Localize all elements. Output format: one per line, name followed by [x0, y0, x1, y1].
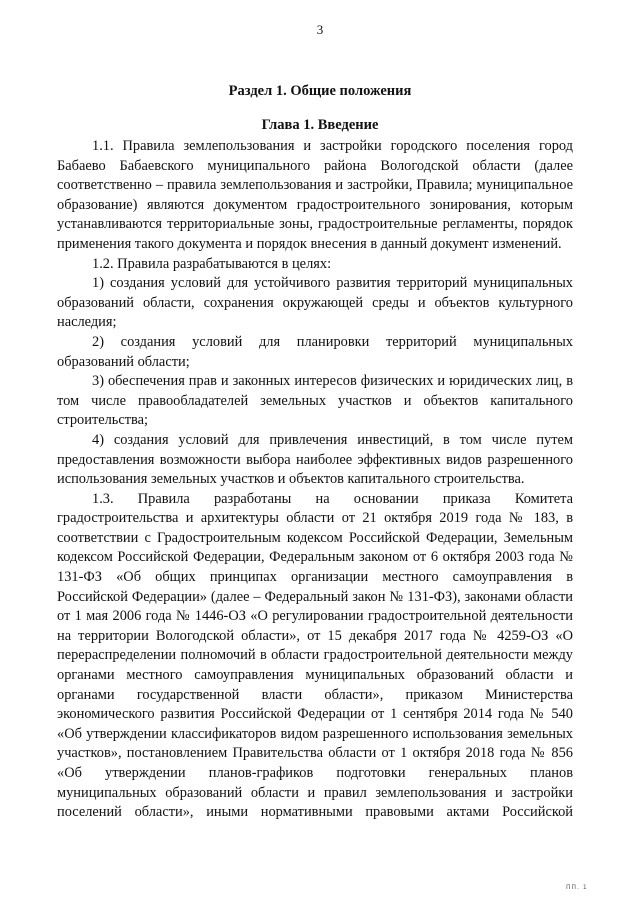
page-number: 3 [316, 22, 324, 37]
list-item-2: 2) создания условий для планировки территорий муниципальных образований области; [57, 333, 573, 370]
list-item-3: 3) обеспечения прав и законных интересов физических и юридических лиц, в том числе правообладателей земельных участков и объектов капитального строительства; [57, 373, 573, 429]
paragraph-1-2: 1.2. Правила разрабатываются в целях: [92, 255, 332, 272]
paragraph-1-3: 1.3. Правила разработаны на основании приказа Комитета градостроительства и архитектуры области от 21 октября 2019 года № 183, в соответствии с Градостроительным кодексом Российской Федерации, Земельным кодексом Российской Федерации, Федеральным законом от 6 октября 2003 года № 131-ФЗ «Об общих принципах организации местного самоуправления в Российской Федерации» (далее – Федеральный закон № 131-ФЗ), законами области от 1 мая 2006 года № 1446-ОЗ «О регулировании градостроительной деятельности на территории Вологодской области», от 15 декабря 2017 года № 4259-ОЗ «О перераспределении полномочий в области градостроительной деятельности между органами местного самоуправления муниципальных образований области и органами государственной власти области», приказом Министерства экономического развития Российской Федерации от 1 сентября 2014 года № 540 «Об утверждении классификаторов видом разрешенного использования земельных участков», постановлением Правительства области от 1 октября 2018 года № 856 «Об утверждении планов-графиков подготовки генеральных планов муниципальных образований области и правил землепользования и застройки поселений области», иными нормативными правовыми актами Российской [57, 490, 573, 821]
paragraph-1-1: 1.1. Правила землепользования и застройки городского поселения город Бабаево Бабаевского муниципального района Вологодской области (далее соответственно – правила землепользования и застройки, Правила; муниципальное образование) являются документом градостроительного зонирования, которым устанавливаются территориальные зоны, градостроительные регламенты, порядок применения такого документа и порядок внесения в данный документ изменений. [57, 138, 573, 252]
footer-mark: ПП. 1 [566, 884, 588, 891]
list-item-4: 4) создания условий для привлечения инвестиций, в том числе путем предоставления возможности выбора наиболее эффективных видов разрешенного использования земельных участков и объектов капитального строительства. [57, 431, 573, 488]
body-text [57, 137, 573, 823]
list-item-1: 1) создания условий для устойчивого развития территорий муниципальных образований области, сохранения окружающей среды и объектов культурного наследия; [57, 275, 573, 331]
chapter-title: Глава 1. Введение [261, 117, 379, 133]
section-title: Раздел 1. Общие положения [228, 83, 412, 99]
